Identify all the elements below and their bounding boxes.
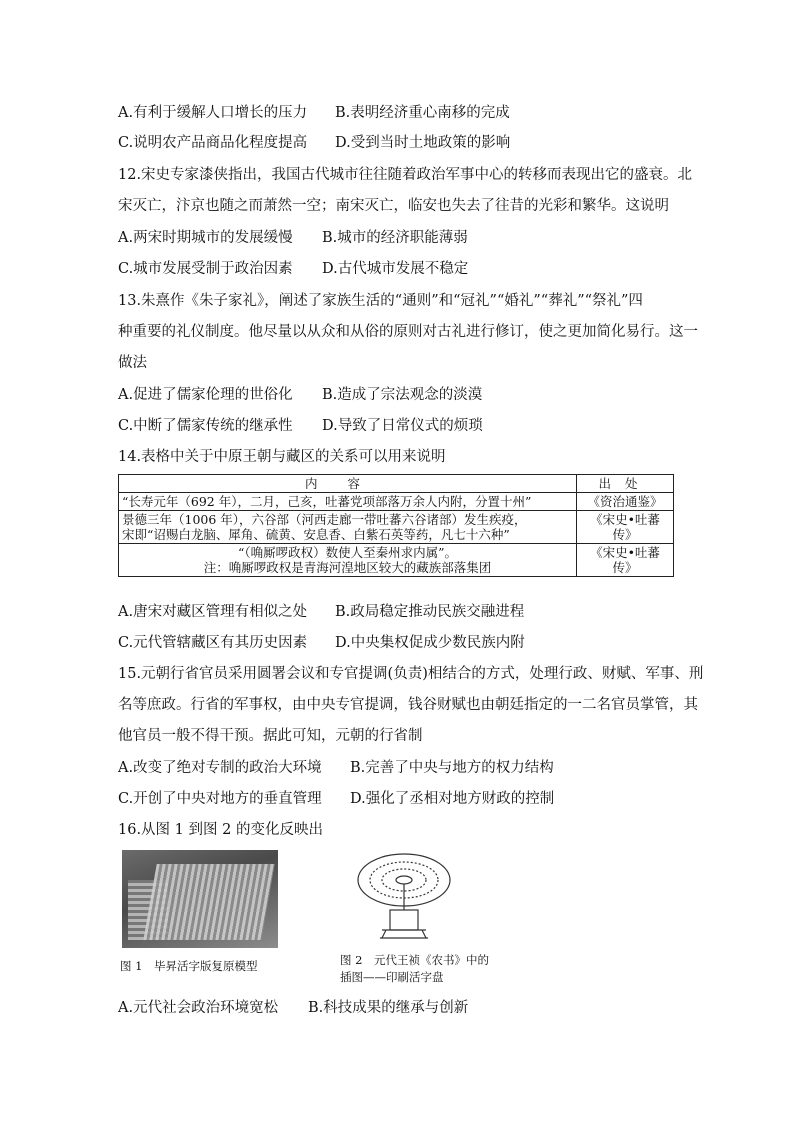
row2-content-line-1: 景德三年（1006 年），六谷部（河西走廊一带吐蕃六谷诸部）发生疾疫，: [122, 512, 527, 527]
q13-stem-line-3: 做法: [118, 355, 147, 371]
row3-content-line-1: “（唃厮啰政权）数使人至秦州求内属”。: [237, 545, 458, 560]
q15-option-b[interactable]: B.完善了中央与地方的权力结构: [350, 760, 554, 776]
table-row: [119, 493, 674, 511]
q15-stem-line-2: 名等庶政。行省的军事权，由中央专官提调，钱谷财赋也由朝廷指定的一二名官员掌管，其: [118, 697, 698, 713]
q13-option-c[interactable]: C.中断了儒家传统的继承性: [118, 418, 293, 434]
table-row: [119, 511, 674, 544]
row3-source-line-1: 《宋史•吐蕃: [590, 545, 660, 560]
q15-stem-line-3: 他官员一般不得干预。据此可知，元朝的行省制: [118, 728, 423, 744]
q12-option-d[interactable]: D.古代城市发展不稳定: [322, 261, 469, 277]
header-source: 出处: [577, 475, 674, 493]
row3-source-line-2: 传》: [612, 560, 638, 575]
q12-option-a[interactable]: A.两宋时期城市的发展缓慢: [118, 230, 293, 246]
q16-stem: 16.从图 1 到图 2 的变化反映出: [118, 822, 323, 838]
q13-stem-line-1: 13.朱熹作《朱子家礼》，阐述了家族生活的“通则”和“冠礼”“婚礼”“葬礼”“祭礼”四: [118, 293, 643, 309]
q15-option-a[interactable]: A.改变了绝对专制的政治大环境: [118, 760, 322, 776]
row3-source: [577, 544, 674, 577]
q16-option-a[interactable]: A.元代社会政治环境宽松: [118, 1000, 279, 1016]
type-wheel-icon: [358, 854, 450, 938]
row3-content: [119, 544, 577, 577]
table-row: [119, 544, 674, 577]
figure-1-caption: 图 1 毕昇活字版复原模型: [120, 959, 258, 973]
q14-stem: 14.表格中关于中原王朝与藏区的关系可以用来说明: [118, 449, 446, 465]
q11-option-c[interactable]: C.说明农产品商品化程度提高: [118, 135, 308, 151]
q12-stem-line-2: 宋灭亡，汴京也随之而萧然一空；南宋灭亡，临安也失去了往昔的光彩和繁华。这说明: [118, 198, 669, 214]
q11-option-d[interactable]: D.受到当时土地政策的影响: [335, 135, 511, 151]
q14-table: [118, 474, 674, 577]
q15-stem-line-1: 15.元朝行省官员采用圆署会议和专官提调(负责)相结合的方式，处理行政、财赋、军事、刑: [118, 666, 704, 682]
q14-option-c[interactable]: C.元代管辖藏区有其历史因素: [118, 635, 308, 651]
q11-option-b[interactable]: B.表明经济重心南移的完成: [335, 105, 510, 121]
row2-source: [577, 511, 674, 544]
q13-stem-line-2: 种重要的礼仪制度。他尽量以从众和从俗的原则对古礼进行修订，使之更加简化易行。这一: [118, 324, 698, 340]
figure-2-caption-line-2: 插图——印刷活字盘: [340, 970, 444, 984]
row2-content-line-2: 宋即“诏赐白龙脑、犀角、硫黄、安息香、白紫石英等药，凡七十六种”: [122, 527, 510, 542]
row2-content: [119, 511, 577, 544]
row2-source-line-1: 《宋史•吐蕃: [590, 512, 660, 527]
row3-content-line-2: 注：唃厮啰政权是青海河湟地区较大的藏族部落集团: [203, 560, 492, 575]
q12-stem-line-1: 12.宋史专家漆侠指出，我国古代城市往往随着政治军事中心的转移而表现出它的盛衰。北: [118, 167, 693, 183]
q14-option-d[interactable]: D.中央集权促成少数民族内附: [335, 635, 525, 651]
figure-2-illustration: [352, 848, 456, 948]
header-content: 内容: [119, 475, 577, 493]
figure-2-caption-line-1: 图 2 元代王祯《农书》中的: [340, 953, 489, 967]
q15-option-d[interactable]: D.强化了丞相对地方财政的控制: [350, 791, 555, 807]
q14-option-b[interactable]: B.政局稳定推动民族交融进程: [335, 604, 525, 620]
q13-option-d[interactable]: D.导致了日常仪式的烦琐: [322, 418, 483, 434]
figure-1-type-tray: [143, 864, 274, 940]
q12-option-c[interactable]: C.城市发展受制于政治因素: [118, 261, 293, 277]
figure-1-photo: [122, 850, 278, 948]
q12-option-b[interactable]: B.城市的经济职能薄弱: [322, 230, 468, 246]
row1-source: 《资治通鉴》: [577, 493, 674, 511]
q11-option-a[interactable]: A.有利于缓解人口增长的压力: [118, 105, 308, 121]
q13-option-a[interactable]: A.促进了儒家伦理的世俗化: [118, 387, 293, 403]
row1-content: “长寿元年（692 年），二月，己亥，吐蕃党项部落万余人内附，分置十州”: [119, 493, 577, 511]
q13-option-b[interactable]: B.造成了宗法观念的淡漠: [322, 387, 483, 403]
table-header-row: [119, 475, 674, 493]
q16-option-b[interactable]: B.科技成果的继承与创新: [308, 1000, 469, 1016]
row2-source-line-2: 传》: [612, 527, 638, 542]
q15-option-c[interactable]: C.开创了中央对地方的垂直管理: [118, 791, 322, 807]
q14-option-a[interactable]: A.唐宋对藏区管理有相似之处: [118, 604, 308, 620]
